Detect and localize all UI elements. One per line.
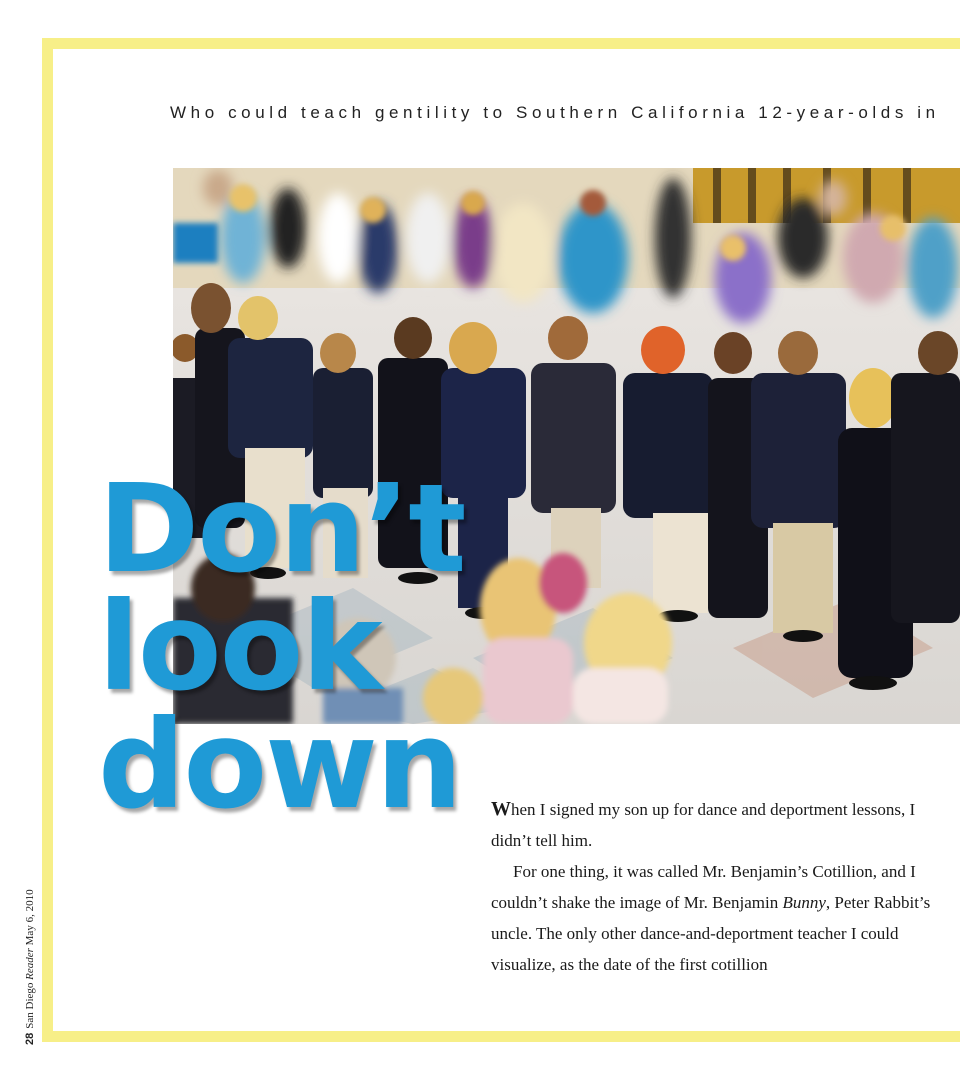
- body-paragraph-2-italic: Bunny: [782, 893, 826, 912]
- headline-line-1: Don’t: [98, 458, 465, 600]
- article-headline: [98, 458, 465, 836]
- publication-name: San Diego: [24, 982, 36, 1029]
- body-paragraph-1-text: hen I signed my son up for dance and deportment lessons, I didn’t tell him.: [491, 800, 916, 850]
- drop-cap: W: [491, 798, 511, 820]
- headline-line-3: down: [98, 694, 461, 836]
- article-deck: Who could teach gentility to Southern California 12-year-olds in: [170, 103, 940, 122]
- body-paragraph-2-text-b: , Peter Rabbit’s uncle. The only other dance-and-deportment teacher I could visualize, as the date of the first cotillion: [491, 893, 931, 974]
- publication-name-italic: Reader: [24, 948, 36, 980]
- folio: [24, 889, 36, 1045]
- issue-date: May 6, 2010: [24, 889, 36, 946]
- body-paragraph-1: [491, 794, 931, 856]
- body-paragraph-2-text-a: For one thing, it was called Mr. Benjamin’s Cotillion, and I couldn’t shake the image of Mr. Benjamin: [491, 862, 916, 912]
- body-paragraph-2: [491, 856, 931, 980]
- page-number: 28: [24, 1032, 36, 1045]
- article-body: [491, 794, 931, 980]
- headline-line-2: look: [98, 576, 381, 718]
